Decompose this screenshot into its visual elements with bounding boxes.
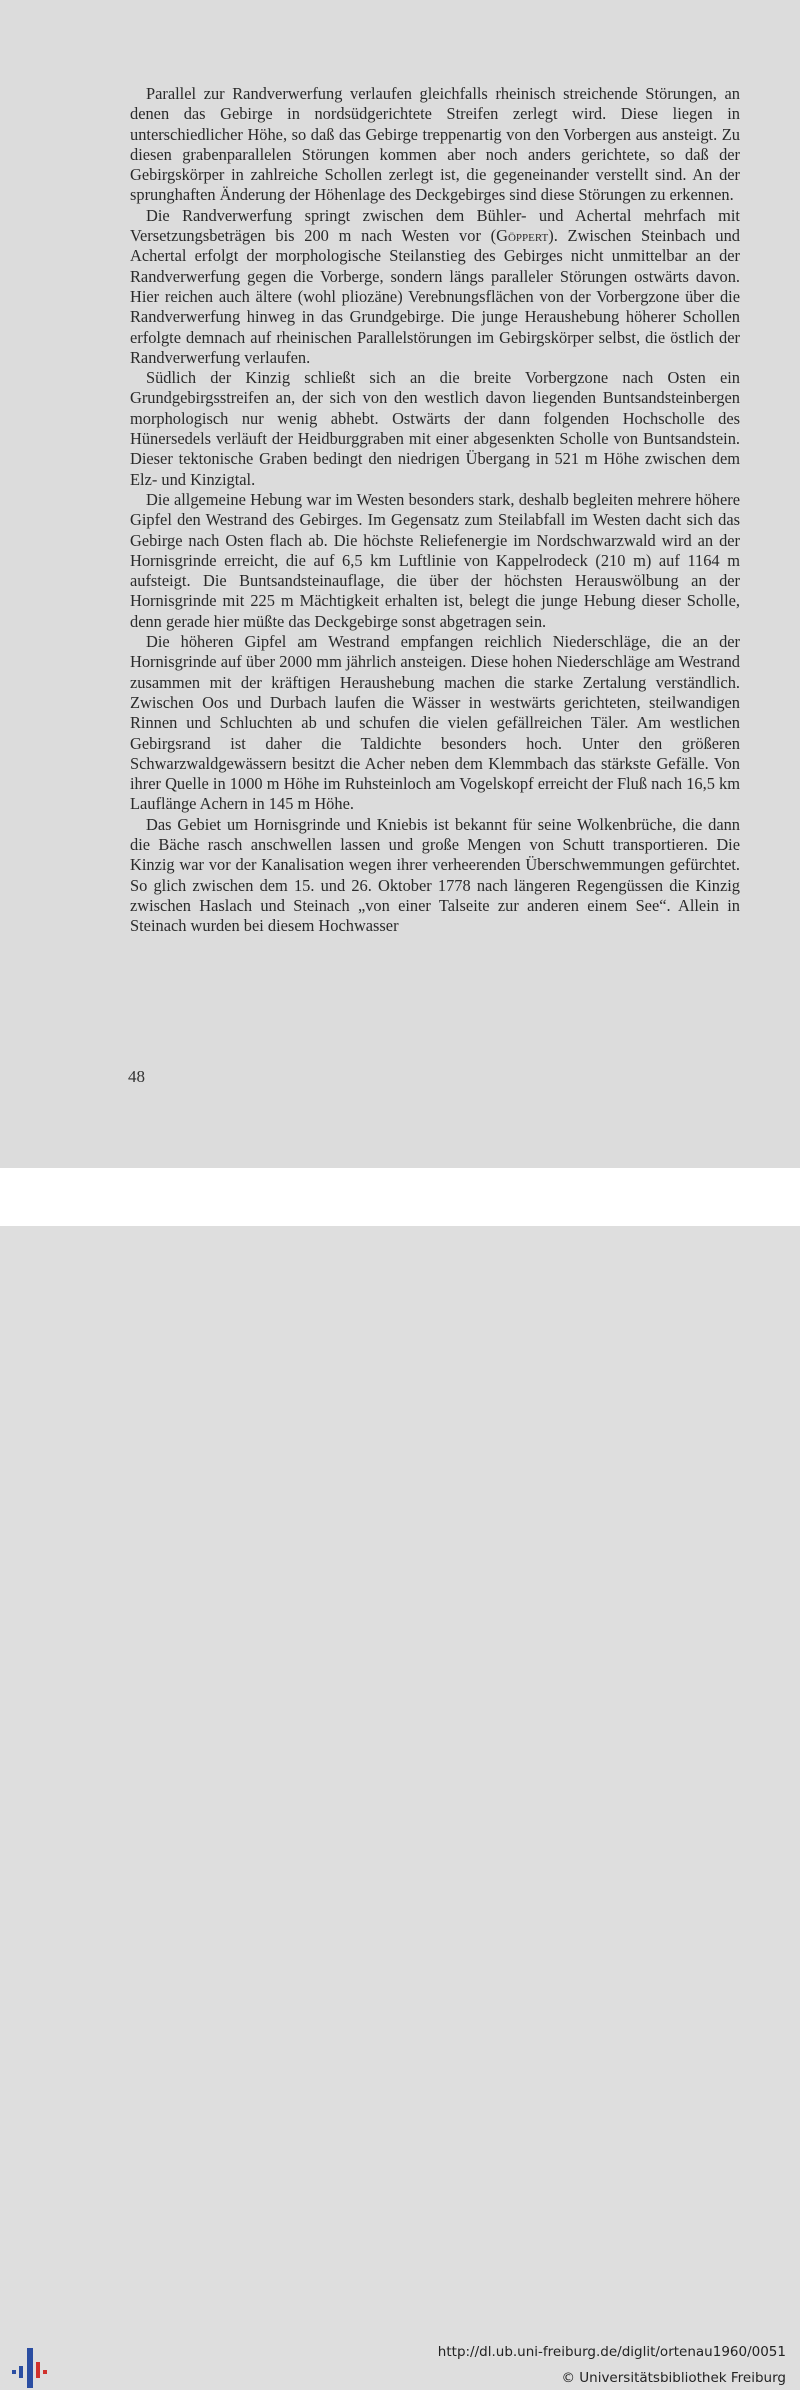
copyright-notice: © Universitätsbibliothek Freiburg bbox=[561, 2370, 786, 2386]
library-logo-icon bbox=[12, 2346, 54, 2390]
footer-bar bbox=[0, 1168, 800, 2386]
author-reference: Göppert bbox=[496, 226, 549, 246]
paragraph-2-end: ). Zwischen Steinbach und Achertal erfolgt der morphologische Steilanstieg des Gebirges nicht unmittelbar an der Randverwerfung gegen die Vorberge, sondern längs paralleler Störungen ostwärts davon. Hier reichen auch ältere (wohl pliozäne) Verebnungsflächen von der Vorbergzone über die Randverwerfung hinweg in das Grundgebirge. Die junge Heraushebung höherer Schollen erfolgte demnach auf rheinischen Parallelstörungen im Gebirgskörper selbst, die östlich der Randverwerfung verlaufen. bbox=[130, 226, 740, 367]
page-number: 48 bbox=[128, 1067, 145, 1086]
body-text bbox=[130, 84, 740, 936]
source-url[interactable]: http://dl.ub.uni-freiburg.de/diglit/ortenau1960/0051 bbox=[437, 2344, 786, 2360]
paragraph-3: Südlich der Kinzig schließt sich an die breite Vorbergzone nach Osten ein Grundgebirgsstreifen an, der sich von den westlich davon liegenden Buntsandsteinbergen morphologisch nur wenig abhebt. Ostwärts der dann folgenden Hochscholle des Hünersedels verläuft der Heidburggraben mit einer abgesenkten Scholle von Buntsandstein. Dieser tektonische Graben bedingt den niedrigen Übergang in 521 m Höhe zwischen dem Elz- und Kinzigtal. bbox=[130, 368, 740, 489]
paragraph-2-start: Die Randverwerfung springt zwischen dem Bühler- und Achertal mehrfach mit Versetzungsbeträgen bis 200 m nach Westen vor ( bbox=[130, 205, 740, 246]
paragraph-4: Die allgemeine Hebung war im Westen besonders stark, deshalb begleiten mehrere höhere Gipfel den Westrand des Gebirges. Im Gegensatz zum Steilabfall im Westen dacht sich das Gebirge nach Osten flach ab. Die höchste Reliefenergie im Nordschwarzwald wird an der Hornisgrinde erreicht, die auf 6,5 km Luftlinie von Kappelrodeck (210 m) auf 1164 m aufsteigt. Die Buntsandsteinauflage, die über der höchsten Herauswölbung an der Hornisgrinde mit 225 m Mächtigkeit erhalten ist, belegt die junge Hebung dieser Scholle, denn gerade hier müßte das Deckgebirge sonst abgetragen sein. bbox=[130, 489, 740, 631]
paragraph-5: Die höheren Gipfel am Westrand empfangen reichlich Niederschläge, die an der Hornisgrinde auf über 2000 mm jährlich ansteigen. Diese hohen Niederschläge am Westrand zusammen mit der kräftigen Heraushebung machen die starke Zertalung verständlich. Zwischen Oos und Durbach laufen die Wässer in westwärts gerichteten, steilwandigen Rinnen und Schluchten ab und schufen die vielen gefällreichen Täler. Am westlichen Gebirgsrand ist daher die Taldichte besonders hoch. Unter den größeren Schwarzwaldgewässern besitzt die Acher neben dem Klemmbach das stärkste Gefälle. Von ihrer Quelle in 1000 m Höhe im Ruhsteinloch am Vogelskopf erreicht der Fluß nach 16,5 km Lauflänge Achern in 145 m Höhe. bbox=[130, 632, 740, 814]
scanned-page bbox=[0, 0, 800, 1168]
paragraph-2 bbox=[130, 206, 740, 368]
paragraph-1: Parallel zur Randverwerfung verlaufen gleichfalls rheinisch streichende Störungen, an denen das Gebirge in nordsüdgerichtete Streifen zerlegt wird. Diese liegen in unterschiedlicher Höhe, so daß das Gebirge treppenartig von den Vorbergen aus ansteigt. Zu diesen grabenparallelen Störungen kommen aber noch anders gerichtete, so daß der Gebirgskörper in zahlreiche Schollen zerlegt ist, die gegeneinander verstellt sind. An der sprunghaften Änderung der Höhenlage des Deckgebirges sind diese Störungen zu erkennen. bbox=[130, 84, 740, 205]
paragraph-6: Das Gebiet um Hornisgrinde und Kniebis ist bekannt für seine Wolkenbrüche, die dann die Bäche rasch anschwellen lassen und große Mengen von Schutt transportieren. Die Kinzig war vor der Kanalisation wegen ihrer verheerenden Überschwemmungen gefürchtet. So glich zwischen dem 15. und 26. Oktober 1778 nach längeren Regengüssen die Kinzig zwischen Haslach und Steinach „von einer Talseite zur anderen einem See“. Allein in Steinach wurden bei diesem Hochwasser bbox=[130, 814, 740, 936]
